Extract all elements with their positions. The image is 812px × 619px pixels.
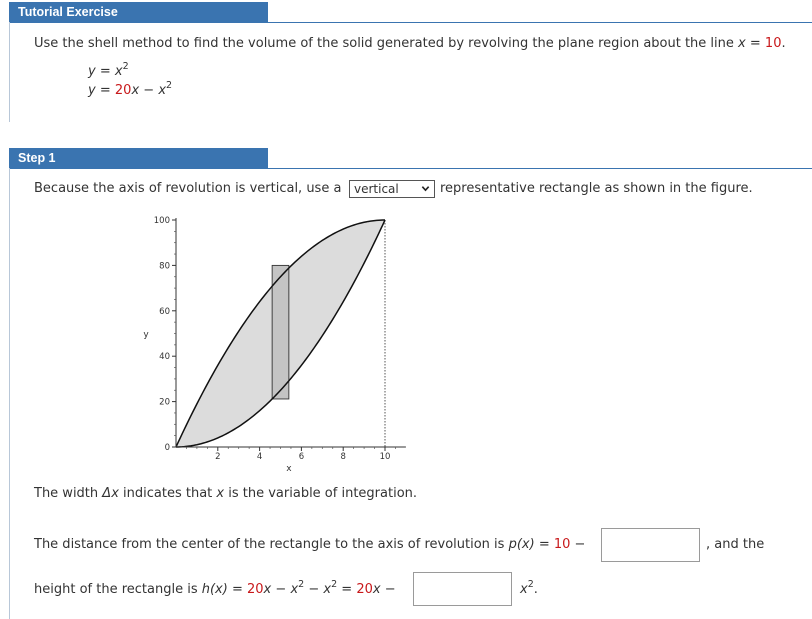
height-xb: x: [372, 582, 381, 597]
eq1-lhs: y: [88, 64, 96, 79]
eq2-equals: =: [99, 83, 111, 98]
tutorial-header-title: Tutorial Exercise: [9, 2, 268, 22]
distance-value: 10: [553, 537, 571, 552]
eq2-lhs: y: [88, 83, 96, 98]
distance-sentence: [34, 537, 585, 553]
height-equals-2: =: [341, 582, 353, 597]
x-tick-label: 4: [256, 452, 263, 462]
height-tail-period: .: [533, 582, 538, 597]
height-tail-x: x: [520, 582, 528, 597]
step1-sentence-after: representative rectangle as shown in the figure.: [440, 181, 753, 196]
y-tick-label: 100: [153, 216, 170, 226]
axis-var: x: [738, 36, 746, 51]
axis-value: 10: [764, 36, 782, 51]
eq1-base: x: [114, 64, 123, 79]
height-minus: −: [275, 582, 287, 597]
x-tick-label: 2: [215, 452, 221, 462]
height-minus-3: −: [384, 582, 396, 597]
width-dx: Δx: [102, 486, 119, 501]
height-tail-exp: 2: [527, 579, 534, 590]
eq2-exp: 2: [166, 80, 173, 91]
step1-title: Step 1: [9, 148, 268, 168]
width-sentence: [34, 486, 417, 502]
x-axis-label: x: [286, 464, 292, 474]
eq2-coef: 20: [114, 83, 132, 98]
width-suffix: is the variable of integration.: [228, 486, 418, 501]
eq2-var: x: [131, 83, 140, 98]
y-tick-label: 80: [159, 261, 170, 272]
height-coef: 20: [247, 582, 264, 597]
height-text: height of the rectangle is: [34, 582, 198, 597]
eq2-minus: −: [143, 83, 155, 98]
width-middle: indicates that: [123, 486, 213, 501]
eq1-exp: 2: [122, 61, 129, 72]
height-coef-2: 20: [356, 582, 373, 597]
height-x2: x: [290, 582, 299, 597]
problem-period: .: [781, 36, 786, 51]
width-prefix: The width: [34, 486, 99, 501]
y-tick-label: 60: [159, 306, 170, 317]
y-tick-label: 20: [159, 397, 170, 408]
distance-equals: =: [538, 537, 550, 552]
axis-equals: =: [749, 36, 761, 51]
orientation-dropdown-value: vertical: [354, 182, 399, 196]
x-tick-label: 8: [340, 452, 346, 462]
distance-suffix: , and the: [706, 537, 765, 552]
eq2-base: x: [158, 83, 167, 98]
problem-text: Use the shell method to find the volume of the solid generated by revolving the plane region about the line: [34, 36, 734, 51]
eq1-equals: =: [99, 64, 111, 79]
representative-rectangle: [272, 265, 289, 399]
y-axis-label: y: [143, 330, 149, 340]
y-tick-label: 0: [164, 443, 170, 453]
height-exp: 2: [298, 579, 305, 590]
height-tail: [520, 579, 538, 598]
height-equals: =: [231, 582, 243, 597]
distance-minus: −: [574, 537, 586, 552]
height-x3: x: [323, 582, 332, 597]
distance-func: p(x): [508, 537, 535, 552]
height-answer-input[interactable]: [413, 572, 512, 606]
x-tick-label: 10: [379, 452, 391, 462]
height-func: h(x): [201, 582, 228, 597]
x-tick-label: 6: [298, 452, 305, 462]
width-var: x: [216, 486, 225, 501]
y-tick-label: 40: [159, 352, 170, 363]
step1-sentence-before: Because the axis of revolution is vertical, use a: [34, 181, 342, 196]
distance-text: The distance from the center of the rectangle to the axis of revolution is: [34, 537, 505, 552]
height-minus-2: −: [308, 582, 320, 597]
height-sentence: [34, 579, 396, 598]
distance-answer-input[interactable]: [601, 528, 700, 562]
height-x: x: [263, 582, 272, 597]
height-exp-2: 2: [331, 579, 338, 590]
